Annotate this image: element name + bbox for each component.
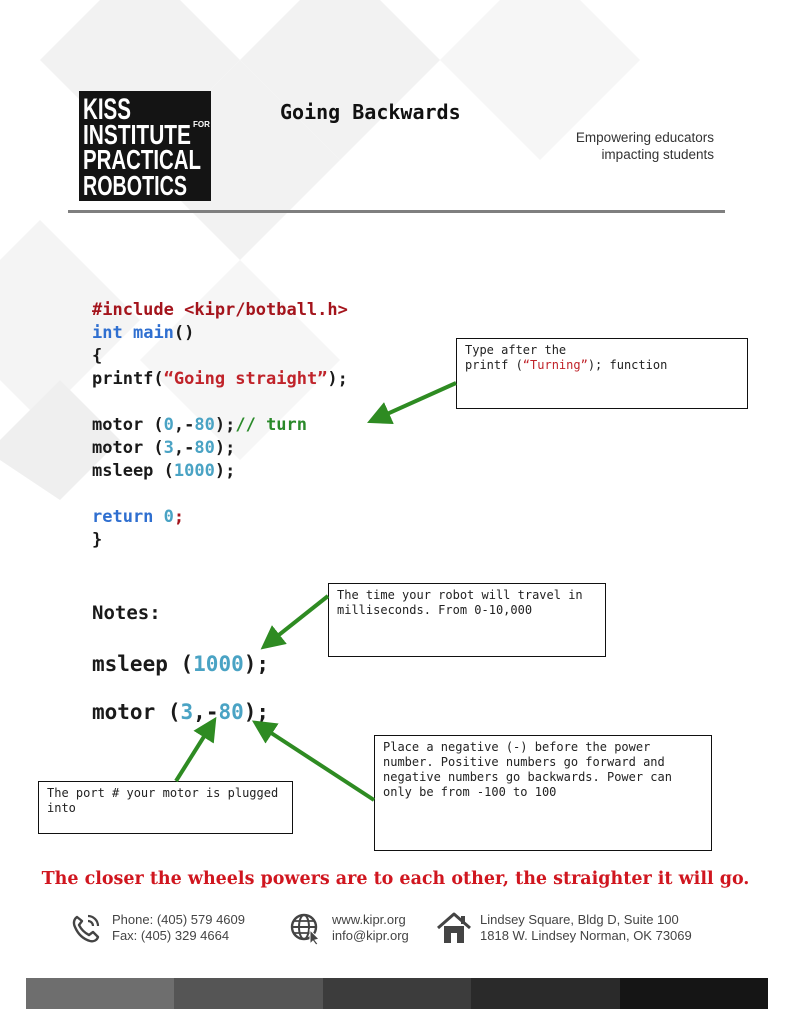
- phone-icon: [68, 910, 104, 946]
- motor1-end: );: [214, 415, 236, 435]
- open-brace: {: [92, 346, 103, 366]
- motor1-name: motor (: [92, 415, 164, 435]
- notes-msleep: [92, 652, 269, 676]
- callout-time: The time your robot will travel in milliseconds. From 0-10,000: [328, 583, 606, 657]
- include-directive: #include <kipr/botball.h>: [92, 300, 348, 320]
- close-brace: }: [92, 530, 103, 550]
- motor1-port: 0: [163, 415, 174, 435]
- motor1-comment: // turn: [235, 415, 308, 435]
- address-line-2: 1818 W. Lindsey Norman, OK 73069: [480, 928, 692, 943]
- notes-motor-name: motor (: [92, 700, 181, 724]
- printf-end: );: [327, 369, 348, 389]
- footer-bar-segment: [620, 978, 768, 1009]
- footer-bar-segment: [323, 978, 471, 1009]
- tagline-line-2: impacting students: [601, 147, 714, 162]
- return-semicolon: ;: [173, 507, 185, 527]
- motor2-power: 80: [194, 438, 215, 458]
- notes-motor-port: 3: [180, 700, 194, 724]
- motor2-comma: ,-: [173, 438, 195, 458]
- contact-phone: [68, 910, 245, 946]
- motor2-end: );: [214, 438, 236, 458]
- main-parens: (): [173, 323, 195, 343]
- notes-motor-power: 80: [218, 700, 244, 724]
- phone-number: Phone: (405) 579 4609: [112, 912, 245, 927]
- logo-line-3: PRACTICAL: [83, 144, 201, 175]
- motor2-port: 3: [163, 438, 174, 458]
- code-line-return: [92, 506, 184, 529]
- logo-line-1: KISS: [83, 93, 131, 126]
- fax-number: Fax: (405) 329 4664: [112, 928, 230, 943]
- code-line-msleep: [92, 460, 235, 483]
- code-line-motor-1: [92, 414, 307, 437]
- code-line-main: [92, 322, 194, 345]
- tagline-line-1: Empowering educators: [575, 130, 714, 145]
- printf-string: “Going straight”: [163, 369, 328, 389]
- main-name: main: [132, 323, 174, 343]
- return-keyword: return: [92, 507, 154, 527]
- code-line-open-brace: [92, 345, 102, 368]
- notes-motor-comma: ,-: [193, 700, 219, 724]
- printf-name: printf(: [92, 369, 164, 389]
- logo-line-2: INSTITUTE: [83, 119, 191, 150]
- tagline: [576, 129, 714, 163]
- callout-type-after: [456, 338, 748, 409]
- logo-line-4: ROBOTICS: [83, 170, 187, 201]
- motor1-comma: ,-: [173, 415, 195, 435]
- footer-bar-segment: [471, 978, 619, 1009]
- notes-motor-end: );: [243, 700, 270, 724]
- code-line-include: [92, 299, 348, 322]
- code-line-motor-2: [92, 437, 235, 460]
- website-link[interactable]: www.kipr.org: [332, 912, 406, 927]
- msleep-value: 1000: [173, 461, 215, 481]
- house-icon: [436, 910, 472, 946]
- code-line-close-brace: [92, 529, 102, 552]
- callout-power: Place a negative (-) before the power number. Positive numbers go forward and negative numbers go backwards. Power can only be from -100 to 100: [374, 735, 712, 851]
- msleep-end: );: [214, 461, 236, 481]
- notes-motor: [92, 700, 269, 724]
- page-title: Going Backwards: [280, 100, 461, 124]
- main-type: int: [92, 323, 123, 343]
- motor1-power: 80: [194, 415, 215, 435]
- address-line-1: Lindsey Square, Bldg D, Suite 100: [480, 912, 679, 927]
- callout-printf-string: “Turning”: [522, 358, 588, 372]
- kipr-logo: [79, 91, 211, 201]
- notes-label: Notes:: [92, 602, 161, 624]
- email-link[interactable]: info@kipr.org: [332, 928, 409, 943]
- footer-bar-segment: [26, 978, 174, 1009]
- msleep-name: msleep (: [92, 461, 174, 481]
- callout-port: The port # your motor is plugged into: [38, 781, 293, 834]
- header-divider: [68, 210, 725, 213]
- callout-type-after-line2: [465, 358, 739, 373]
- address-text: [480, 912, 692, 944]
- web-text: [332, 912, 409, 944]
- globe-icon: [288, 910, 324, 946]
- closing-statement: The closer the wheels powers are to each other, the straighter it will go.: [41, 869, 750, 889]
- callout-type-after-line1: Type after the: [465, 343, 567, 357]
- contact-web: [288, 910, 409, 946]
- motor2-name: motor (: [92, 438, 164, 458]
- return-value: 0: [163, 507, 174, 527]
- callout-printf-prefix: printf (: [465, 358, 523, 372]
- footer-bar: [26, 978, 768, 1009]
- notes-msleep-name: msleep (: [92, 652, 194, 676]
- notes-msleep-value: 1000: [193, 652, 244, 676]
- arrow-to-msleep-value: [270, 596, 328, 642]
- phone-text: [112, 912, 245, 944]
- contact-address: [436, 910, 692, 946]
- callout-printf-suffix: ); function: [587, 358, 668, 372]
- notes-msleep-end: );: [243, 652, 270, 676]
- logo-for: FOR: [193, 120, 210, 129]
- arrow-to-port: [176, 727, 210, 781]
- code-line-printf: [92, 368, 348, 391]
- footer-bar-segment: [174, 978, 322, 1009]
